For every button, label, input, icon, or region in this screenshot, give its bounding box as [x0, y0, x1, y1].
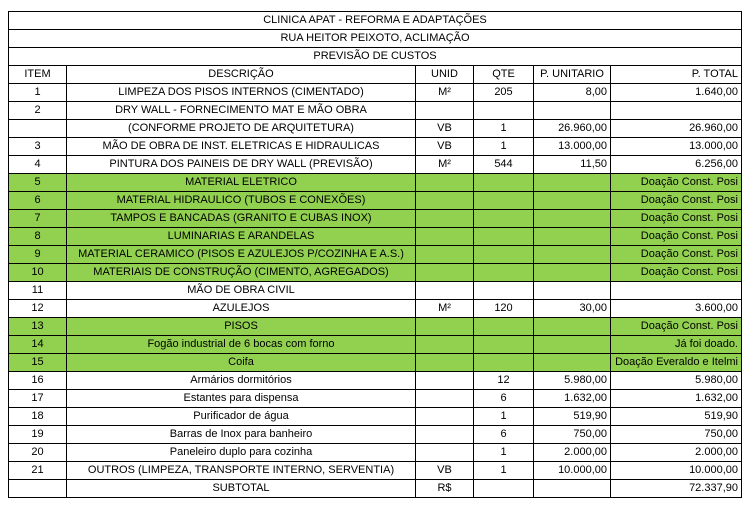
cell-unitario — [534, 228, 611, 246]
cell-total: Doação Const. Posi — [611, 228, 742, 246]
cell-descricao: MATERIAL HIDRAULICO (TUBOS E CONEXÕES) — [67, 192, 416, 210]
cell-item: 19 — [9, 426, 67, 444]
cell-total — [611, 102, 742, 120]
cell-qte: 544 — [474, 156, 534, 174]
cell-descricao: MATERIAL CERAMICO (PISOS E AZULEJOS P/COZINHA E A.S.) — [67, 246, 416, 264]
cell-qte: 6 — [474, 426, 534, 444]
cell-descricao: Barras de Inox para banheiro — [67, 426, 416, 444]
cell-qte: 1 — [474, 138, 534, 156]
cell-descricao: MATERIAL ELETRICO — [67, 174, 416, 192]
cell-total: 519,90 — [611, 408, 742, 426]
cell-item: 12 — [9, 300, 67, 318]
cell-item: 21 — [9, 462, 67, 480]
cell-descricao: AZULEJOS — [67, 300, 416, 318]
table-row — [9, 102, 742, 120]
table-row — [9, 264, 742, 282]
cell-total: 5.980,00 — [611, 372, 742, 390]
table-row — [9, 426, 742, 444]
cell-item: 2 — [9, 102, 67, 120]
table-row — [9, 246, 742, 264]
cell-unitario: 10.000,00 — [534, 462, 611, 480]
cell-item: 15 — [9, 354, 67, 372]
cell-unitario — [534, 318, 611, 336]
column-header-row — [9, 66, 742, 84]
cell-item: 3 — [9, 138, 67, 156]
cell-total: Doação Const. Posi — [611, 174, 742, 192]
cell-item: 11 — [9, 282, 67, 300]
subtitle-row — [9, 48, 742, 66]
cell-total: 750,00 — [611, 426, 742, 444]
cell-unitario — [534, 336, 611, 354]
table-row — [9, 336, 742, 354]
col-header-unitario: P. UNITARIO — [534, 66, 611, 84]
subtotal-row — [9, 480, 742, 498]
cell-qte: 1 — [474, 444, 534, 462]
cell-qte — [474, 336, 534, 354]
cell-unitario: 30,00 — [534, 300, 611, 318]
sheet-title: CLINICA APAT - REFORMA E ADAPTAÇÕES — [9, 12, 742, 30]
cell-qte: 1 — [474, 120, 534, 138]
subtotal-value: 72.337,90 — [611, 480, 742, 498]
cell-unid: VB — [416, 462, 474, 480]
col-header-item: ITEM — [9, 66, 67, 84]
cell-unid — [416, 192, 474, 210]
table-row — [9, 444, 742, 462]
cell-qte — [474, 174, 534, 192]
cell-total — [611, 282, 742, 300]
cell-unid — [416, 354, 474, 372]
subtotal-qte-cell — [474, 480, 534, 498]
table-row — [9, 390, 742, 408]
address-row — [9, 30, 742, 48]
cell-item: 5 — [9, 174, 67, 192]
subtotal-unitario-cell — [534, 480, 611, 498]
cell-unid: M² — [416, 84, 474, 102]
cell-item: 4 — [9, 156, 67, 174]
cell-qte — [474, 264, 534, 282]
cell-qte — [474, 282, 534, 300]
cell-qte: 120 — [474, 300, 534, 318]
cell-descricao: LIMPEZA DOS PISOS INTERNOS (CIMENTADO) — [67, 84, 416, 102]
table-row — [9, 354, 742, 372]
cell-descricao: (CONFORME PROJETO DE ARQUITETURA) — [67, 120, 416, 138]
cell-descricao: PISOS — [67, 318, 416, 336]
sheet-address: RUA HEITOR PEIXOTO, ACLIMAÇÃO — [9, 30, 742, 48]
subtotal-label: SUBTOTAL — [67, 480, 416, 498]
cell-qte — [474, 354, 534, 372]
table-row — [9, 228, 742, 246]
cell-qte — [474, 192, 534, 210]
cell-unid — [416, 372, 474, 390]
cell-item: 9 — [9, 246, 67, 264]
cell-qte — [474, 210, 534, 228]
cell-total: Doação Const. Posi — [611, 318, 742, 336]
cost-estimate-table — [8, 11, 742, 498]
cell-total: Doação Const. Posi — [611, 264, 742, 282]
cell-descricao: Fogão industrial de 6 bocas com forno — [67, 336, 416, 354]
cell-total: 1.640,00 — [611, 84, 742, 102]
cell-item: 7 — [9, 210, 67, 228]
cell-descricao: MATERIAIS DE CONSTRUÇÃO (CIMENTO, AGREGADOS) — [67, 264, 416, 282]
cell-total: 26.960,00 — [611, 120, 742, 138]
cell-qte — [474, 318, 534, 336]
cell-unid — [416, 336, 474, 354]
cell-unid — [416, 210, 474, 228]
cell-unitario — [534, 282, 611, 300]
col-header-qte: QTE — [474, 66, 534, 84]
col-header-total: P. TOTAL — [611, 66, 742, 84]
cell-unid: VB — [416, 138, 474, 156]
cell-unitario — [534, 246, 611, 264]
cell-unid: M² — [416, 156, 474, 174]
cell-unitario — [534, 264, 611, 282]
title-row — [9, 12, 742, 30]
cell-qte: 205 — [474, 84, 534, 102]
cell-item: 13 — [9, 318, 67, 336]
cell-descricao: MÃO DE OBRA CIVIL — [67, 282, 416, 300]
table-row — [9, 84, 742, 102]
table-row — [9, 462, 742, 480]
cell-item: 1 — [9, 84, 67, 102]
cell-descricao: LUMINARIAS E ARANDELAS — [67, 228, 416, 246]
cell-total: 10.000,00 — [611, 462, 742, 480]
cell-unitario — [534, 192, 611, 210]
table-row — [9, 120, 742, 138]
cell-item: 17 — [9, 390, 67, 408]
cell-item: 16 — [9, 372, 67, 390]
cell-unid — [416, 426, 474, 444]
col-header-descricao: DESCRIÇÃO — [67, 66, 416, 84]
cell-item — [9, 120, 67, 138]
table-row — [9, 192, 742, 210]
table-row — [9, 318, 742, 336]
cell-total: 1.632,00 — [611, 390, 742, 408]
cell-unid — [416, 264, 474, 282]
cell-descricao: TAMPOS E BANCADAS (GRANITO E CUBAS INOX) — [67, 210, 416, 228]
cell-descricao: DRY WALL - FORNECIMENTO MAT E MÃO OBRA — [67, 102, 416, 120]
cell-total: 3.600,00 — [611, 300, 742, 318]
cell-qte: 12 — [474, 372, 534, 390]
cell-item: 10 — [9, 264, 67, 282]
cell-unitario: 13.000,00 — [534, 138, 611, 156]
cell-item: 20 — [9, 444, 67, 462]
cell-item: 14 — [9, 336, 67, 354]
cell-unitario: 750,00 — [534, 426, 611, 444]
cell-descricao: PINTURA DOS PAINEIS DE DRY WALL (PREVISÃO) — [67, 156, 416, 174]
cell-qte — [474, 246, 534, 264]
cell-unid — [416, 174, 474, 192]
cell-unitario — [534, 210, 611, 228]
cell-total: Doação Const. Posi — [611, 210, 742, 228]
cell-descricao: OUTROS (LIMPEZA, TRANSPORTE INTERNO, SERVENTIA) — [67, 462, 416, 480]
cell-unid — [416, 282, 474, 300]
sheet-subtitle: PREVISÃO DE CUSTOS — [9, 48, 742, 66]
cell-unitario: 519,90 — [534, 408, 611, 426]
cell-unid: M² — [416, 300, 474, 318]
cell-unitario — [534, 174, 611, 192]
table-row — [9, 282, 742, 300]
cell-unid — [416, 246, 474, 264]
table-row — [9, 138, 742, 156]
cell-descricao: Estantes para dispensa — [67, 390, 416, 408]
cell-unid — [416, 390, 474, 408]
table-row — [9, 210, 742, 228]
cell-unid — [416, 102, 474, 120]
cell-descricao: Purificador de água — [67, 408, 416, 426]
table-row — [9, 174, 742, 192]
col-header-unid: UNID — [416, 66, 474, 84]
cell-qte: 6 — [474, 390, 534, 408]
cell-descricao: Armários dormitórios — [67, 372, 416, 390]
cell-qte: 1 — [474, 462, 534, 480]
cell-unitario: 1.632,00 — [534, 390, 611, 408]
cell-unid — [416, 444, 474, 462]
cell-total: Doação Everaldo e Itelmi — [611, 354, 742, 372]
cell-unid — [416, 408, 474, 426]
cell-descricao: MÃO DE OBRA DE INST. ELETRICAS E HIDRAULICAS — [67, 138, 416, 156]
subtotal-currency: R$ — [416, 480, 474, 498]
cell-unid — [416, 318, 474, 336]
cell-unid: VB — [416, 120, 474, 138]
cell-descricao: Coifa — [67, 354, 416, 372]
subtotal-item-cell — [9, 480, 67, 498]
cell-item: 18 — [9, 408, 67, 426]
cell-total: 6.256,00 — [611, 156, 742, 174]
cell-unitario — [534, 354, 611, 372]
cell-qte: 1 — [474, 408, 534, 426]
table-row — [9, 372, 742, 390]
cell-total: Já foi doado. — [611, 336, 742, 354]
table-row — [9, 300, 742, 318]
cell-total: Doação Const. Posi — [611, 246, 742, 264]
cell-unitario — [534, 102, 611, 120]
cell-unitario: 2.000,00 — [534, 444, 611, 462]
cell-unitario: 26.960,00 — [534, 120, 611, 138]
cell-item: 6 — [9, 192, 67, 210]
cell-qte — [474, 102, 534, 120]
cell-qte — [474, 228, 534, 246]
cell-unitario: 8,00 — [534, 84, 611, 102]
table-row — [9, 408, 742, 426]
cell-item: 8 — [9, 228, 67, 246]
cell-unid — [416, 228, 474, 246]
cell-unitario: 5.980,00 — [534, 372, 611, 390]
cell-total: 2.000,00 — [611, 444, 742, 462]
cell-unitario: 11,50 — [534, 156, 611, 174]
cell-total: Doação Const. Posi — [611, 192, 742, 210]
table-row — [9, 156, 742, 174]
cell-descricao: Paneleiro duplo para cozinha — [67, 444, 416, 462]
cell-total: 13.000,00 — [611, 138, 742, 156]
